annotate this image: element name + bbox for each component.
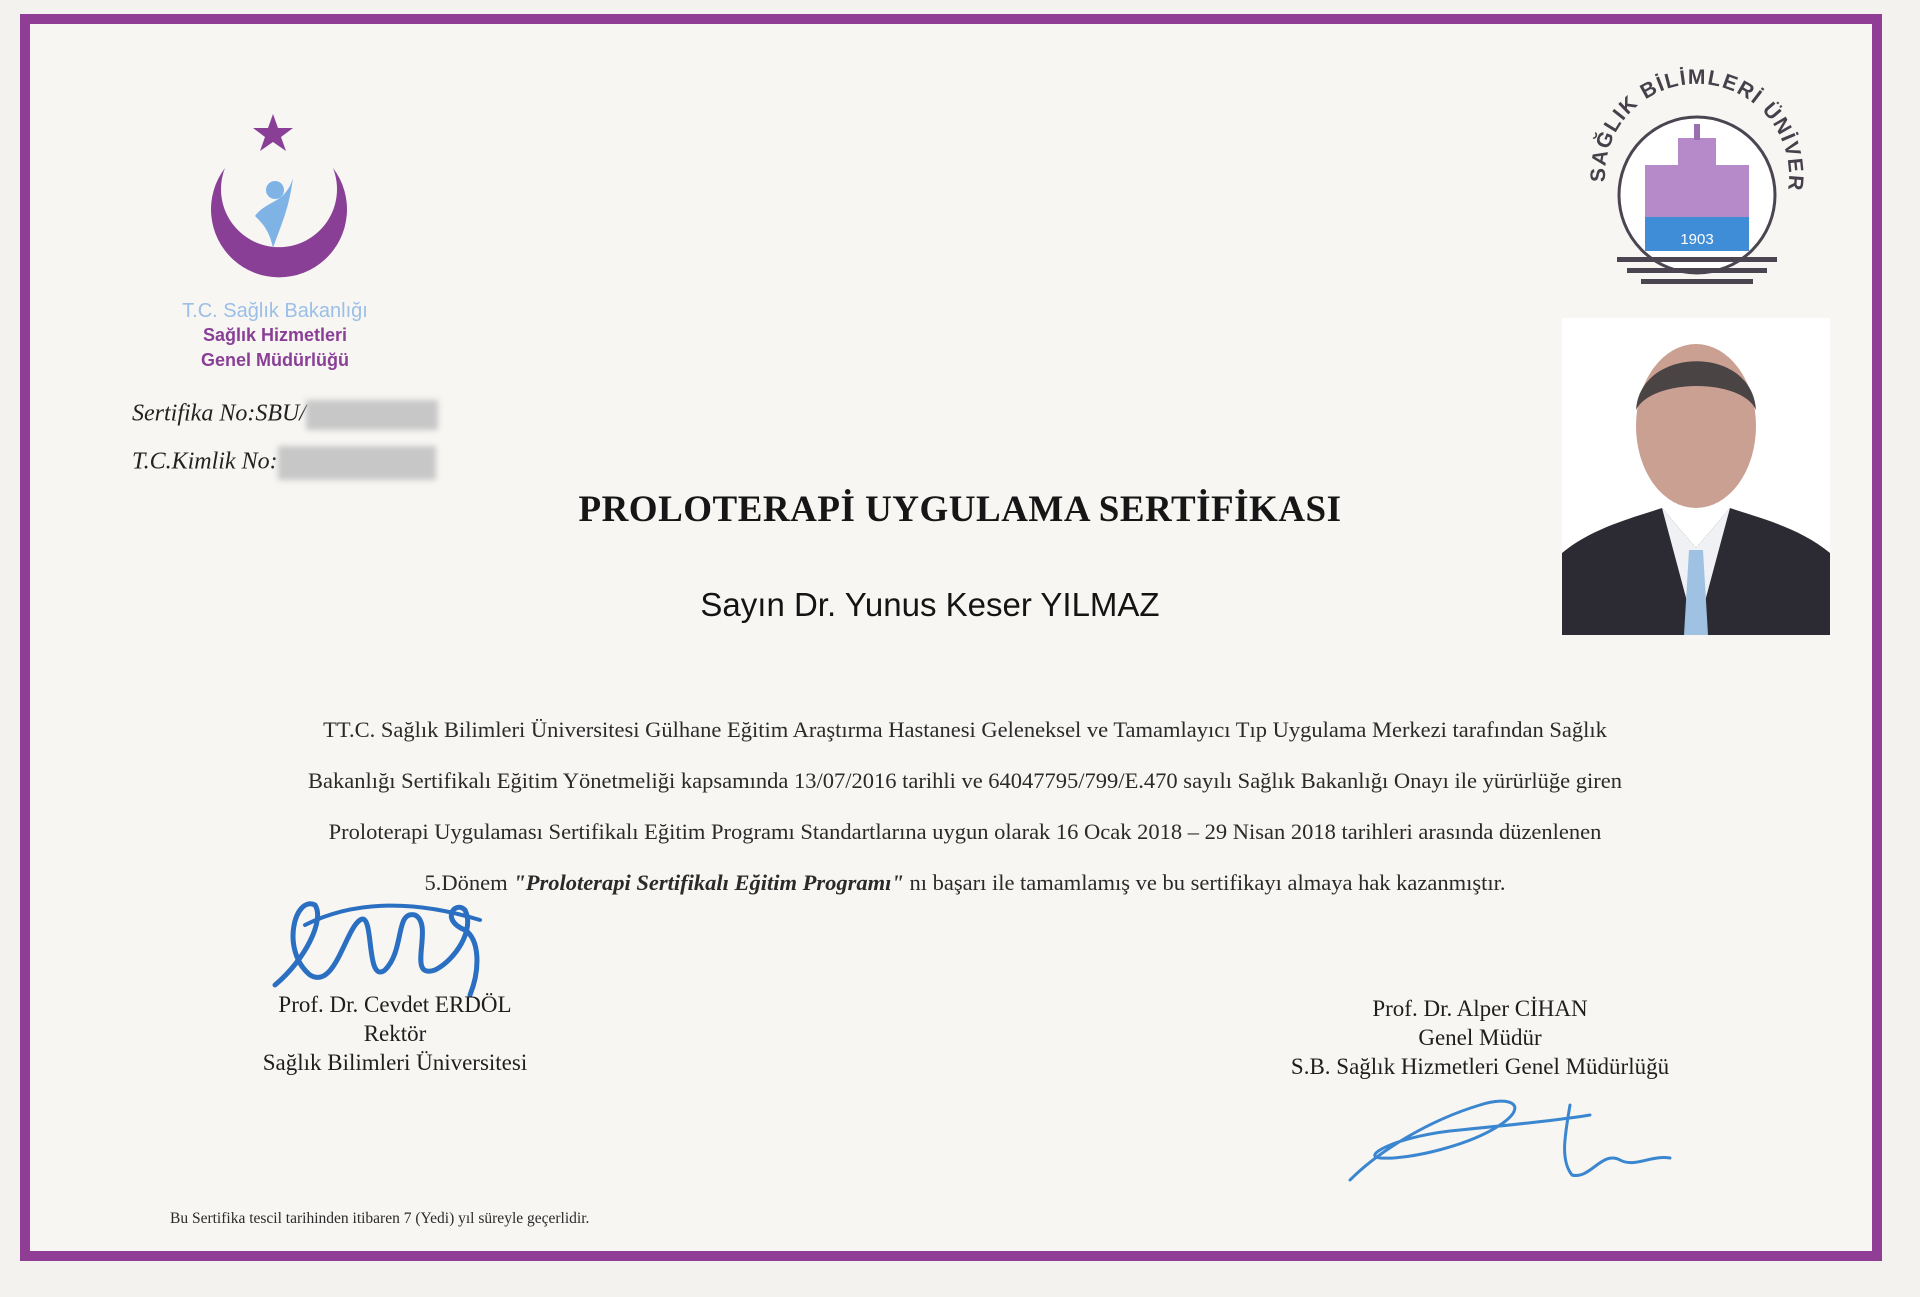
right-signatory (1270, 994, 1690, 1081)
cert-no-label: Sertifika No:SBU/ (132, 400, 306, 427)
body-line-3: Proloterapi Uygulaması Sertifikalı Eğitim Programı Standartlarına uygun olarak 16 Ocak 2018 – 29 Nisan 2018 tarihleri arasında düzenlenen (328, 819, 1602, 844)
cert-no-redacted (306, 400, 438, 430)
program-name: "Proloterapi Sertifikalı Eğitim Programı" (513, 870, 904, 895)
ministry-name (130, 300, 420, 373)
seal-text: SAĞLIK BİLİMLERİ ÜNİVER (1586, 65, 1808, 193)
body-line-1: TT.C. Sağlık Bilimleri Üniversitesi Gülhane Eğitim Araştırma Hastanesi Geleneksel ve Tamamlayıcı Tıp Uygulama Merkezi tarafından Sağlık (323, 717, 1607, 742)
ministry-line3: Genel Müdürlüğü (201, 350, 349, 370)
right-signatory-name: Prof. Dr. Alper CİHAN (1372, 996, 1588, 1021)
body-line-4-prefix: 5.Dönem (424, 870, 514, 895)
left-signatory-name: Prof. Dr. Cevdet ERDÖL (278, 992, 512, 1017)
left-signatory (215, 990, 575, 1077)
certificate-title: PROLOTERAPİ UYGULAMA SERTİFİKASI (578, 489, 1342, 530)
cert-no-row (132, 400, 438, 430)
right-signatory-org: S.B. Sağlık Hizmetleri Genel Müdürlüğü (1290, 1054, 1670, 1079)
right-signatory-title: Genel Müdür (1418, 1025, 1542, 1050)
validity-note: Bu Sertifika tescil tarihinden itibaren 7 (Yedi) yıl süreyle geçerlidir. (170, 1210, 590, 1227)
ministry-line1: T.C. Sağlık Bakanlığı (182, 300, 368, 322)
university-seal (1565, 60, 1830, 305)
body-line-2: Bakanlığı Sertifikalı Eğitim Yönetmeliği kapsamında 13/07/2016 tarihli ve 64047795/799/E.470 sayılı Sağlık Bakanlığı Onayı ile yürürlüğe giren (308, 768, 1622, 793)
seal-year: 1903 (1680, 231, 1714, 248)
ministry-line2: Sağlık Hizmetleri (202, 325, 348, 345)
general-director-signature (1340, 1080, 1680, 1190)
left-signatory-title: Rektör (363, 1021, 427, 1046)
body-line-4-suffix: nı başarı ile tamamlamış ve bu sertifikayı almaya hak kazanmıştır. (903, 870, 1506, 895)
tc-no-redacted (278, 446, 436, 480)
tc-no-row (132, 446, 436, 480)
left-signatory-org: Sağlık Bilimleri Üniversitesi (262, 1050, 528, 1075)
recipient-name: Sayın Dr. Yunus Keser YILMAZ (700, 586, 1160, 623)
crescent-star-icon (185, 108, 365, 308)
certificate-body (150, 704, 1780, 908)
tc-no-label: T.C.Kimlik No: (132, 448, 278, 475)
